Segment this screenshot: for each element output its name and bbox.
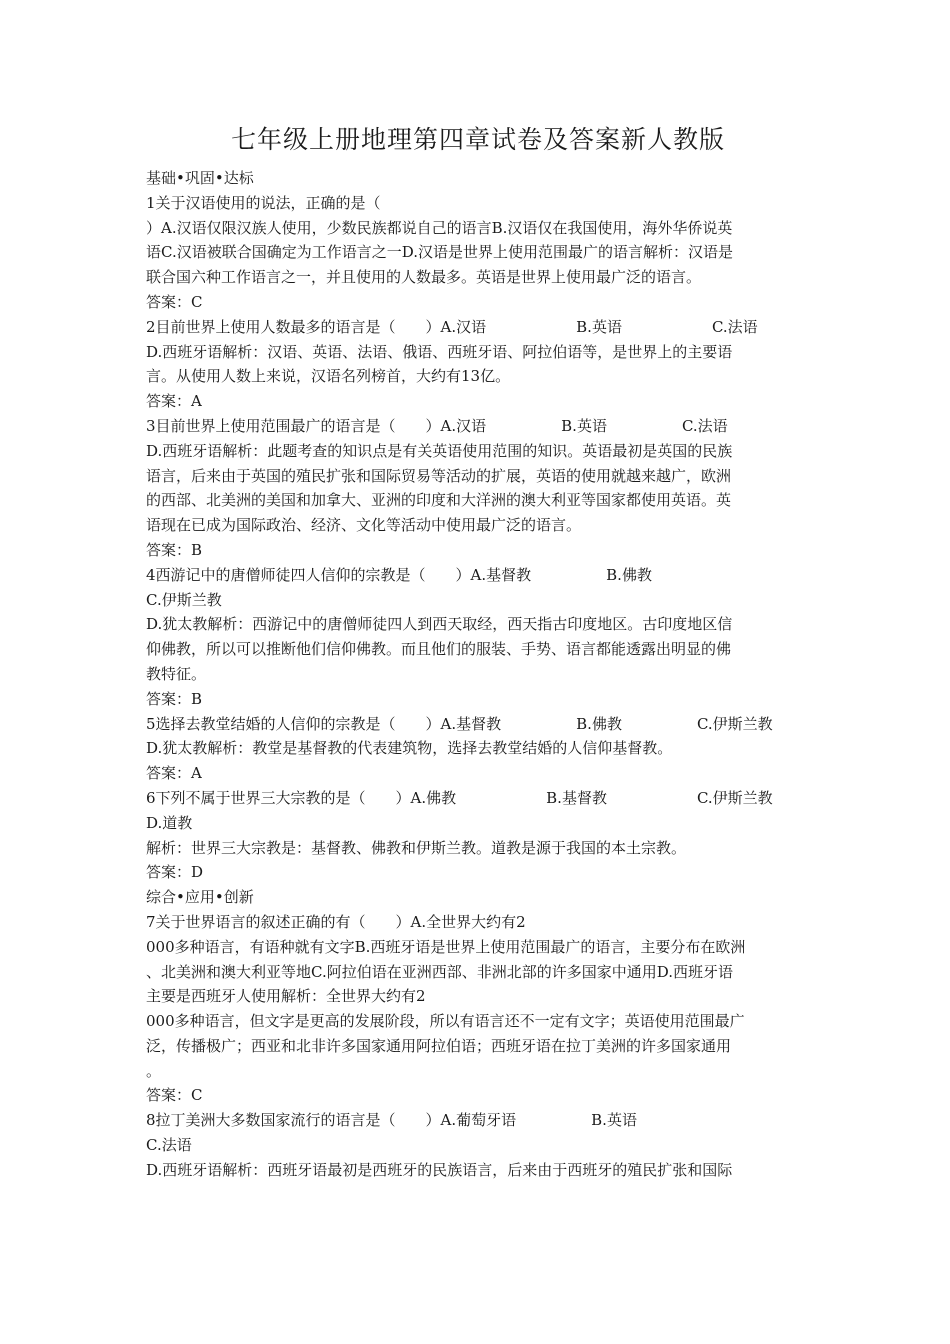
text-line: 000多种语言，有语种就有文字B.西班牙语是世界上使用范围最广的语言，主要分布在欧洲 <box>146 937 746 956</box>
text-line: 综合•应用•创新 <box>146 888 254 907</box>
text-line: 答案：A <box>146 392 202 411</box>
text-line: 答案：B <box>146 689 203 708</box>
text-line: 答案：D <box>146 863 204 882</box>
text-line: 语言，后来由于英国的殖民扩张和国际贸易等活动的扩展，英语的使用就越来越广，欧洲 <box>146 466 732 485</box>
text-line: D.西班牙语解析：此题考查的知识点是有关英语使用范围的知识。英语最初是英国的民族 <box>146 441 733 460</box>
text-line: 联合国六种工作语言之一，并且使用的人数最多。英语是世界上使用最广泛的语言。 <box>146 268 702 287</box>
document-page <box>146 124 810 1183</box>
text-line: D.道教 <box>146 813 193 832</box>
text-line: 解析：世界三大宗教是：基督教、佛教和伊斯兰教。道教是源于我国的本土宗教。 <box>146 838 687 857</box>
text-line: 的西部、北美洲的美国和加拿大、亚洲的印度和大洋洲的澳大利亚等国家都使用英语。英 <box>146 491 732 510</box>
text-line: D.犹太教解析：教堂是基督教的代表建筑物，选择去教堂结婚的人信仰基督教。 <box>146 739 673 758</box>
text-line: 1关于汉语使用的说法，正确的是（ <box>146 193 381 212</box>
text-line: D.犹太教解析：西游记中的唐僧师徒四人到西天取经，西天指古印度地区。古印度地区信 <box>146 615 733 634</box>
text-line: 答案：C <box>146 1086 203 1105</box>
document-title: 七年级上册地理第四章试卷及答案新人教版 <box>230 125 725 154</box>
text-line: 、北美洲和澳大利亚等地C.阿拉伯语在亚洲西部、非洲北部的许多国家中通用D.西班牙语 <box>146 962 733 981</box>
text-line: 000多种语言，但文字是更高的发展阶段，所以有语言还不一定有文字；英语使用范围最广 <box>146 1012 745 1031</box>
text-line: 主要是西班牙人使用解析：全世界大约有2 <box>146 987 426 1006</box>
text-line: 7关于世界语言的叙述正确的有（ ）A.全世界大约有2 <box>146 912 526 931</box>
text-line: 2目前世界上使用人数最多的语言是（ ）A.汉语 B.英语 C.法语 <box>146 317 758 336</box>
text-line: 语C.汉语被联合国确定为工作语言之一D.汉语是世界上使用范围最广的语言解析：汉语是 <box>146 243 733 262</box>
text-line: 答案：C <box>146 292 203 311</box>
text-line: 答案：B <box>146 540 203 559</box>
text-line: 3目前世界上使用范围最广的语言是（ ）A.汉语 B.英语 C.法语 <box>146 416 728 435</box>
text-line: D.西班牙语解析：汉语、英语、法语、俄语、西班牙语、阿拉伯语等，是世界上的主要语 <box>146 342 733 361</box>
text-line: 语现在已成为国际政治、经济、文化等活动中使用最广泛的语言。 <box>146 516 582 535</box>
text-line: ）A.汉语仅限汉族人使用，少数民族都说自己的语言B.汉语仅在我国使用，海外华侨说英 <box>146 218 733 237</box>
text-line: 教特征。 <box>146 664 207 683</box>
text-line: 仰佛教，所以可以推断他们信仰佛教。而且他们的服装、手势、语言都能透露出明显的佛 <box>146 640 732 659</box>
text-line: D.西班牙语解析：西班牙语最初是西班牙的民族语言，后来由于西班牙的殖民扩张和国际 <box>146 1160 733 1179</box>
text-line: 8拉丁美洲大多数国家流行的语言是（ ）A.葡萄牙语 B.英语 <box>146 1111 637 1130</box>
text-line: 基础•巩固•达标 <box>146 169 254 187</box>
text-line: C.伊斯兰教 <box>146 590 222 609</box>
text-line: 4西游记中的唐僧师徒四人信仰的宗教是（ ）A.基督教 B.佛教 <box>146 565 652 584</box>
text-line: 5选择去教堂结婚的人信仰的宗教是（ ）A.基督教 B.佛教 C.伊斯兰教 <box>146 714 773 733</box>
text-line: 6下列不属于世界三大宗教的是（ ）A.佛教 B.基督教 C.伊斯兰教 <box>146 788 773 807</box>
text-line: 答案：A <box>146 764 202 783</box>
text-line: C.法语 <box>146 1136 192 1155</box>
text-line: 。 <box>146 1061 162 1080</box>
document-body <box>146 166 810 1183</box>
text-line: 泛，传播极广；西亚和北非许多国家通用阿拉伯语；西班牙语在拉丁美洲的许多国家通用 <box>146 1036 732 1055</box>
text-line: 言。从使用人数上来说，汉语名列榜首，大约有13亿。 <box>146 367 511 386</box>
